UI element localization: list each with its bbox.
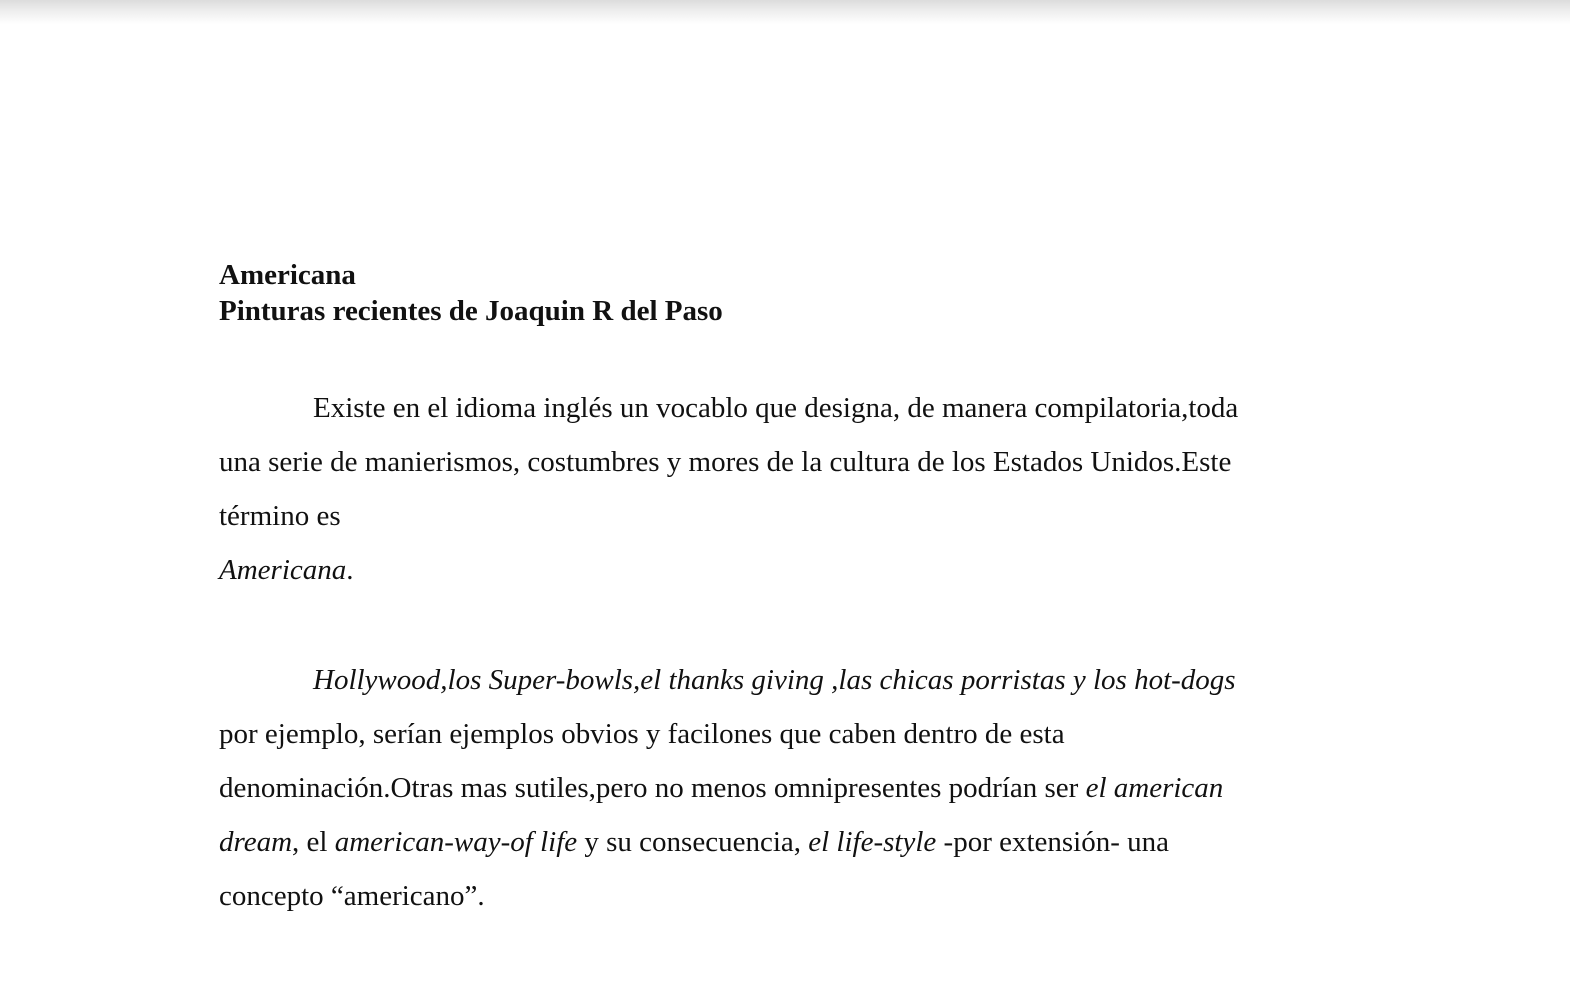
paragraph-2-line-2: por ejemplo, serían ejemplos obvios y facilones que caben dentro de esta [219, 718, 1065, 750]
paragraph-2-line-1: Hollywood,los Super-bowls,el thanks giving ,las chicas porristas y los hot-dogs [313, 664, 1236, 696]
toolbar-shadow [0, 0, 1570, 24]
paragraph-2 [219, 653, 1319, 923]
document-body [219, 257, 1319, 923]
paragraph-1-line-4: Americana. [219, 554, 354, 586]
document-subtitle: Pinturas recientes de Joaquin R del Paso [219, 295, 723, 327]
paragraph-1-line-3: término es [219, 500, 341, 532]
paragraph-2-line-4: dream, el american-way-of life y su consecuencia, el life-style -por extensión- una [219, 826, 1170, 858]
document-title: Americana [219, 259, 356, 291]
paragraph-1-line-2: una serie de manierismos, costumbres y mores de la cultura de los Estados Unidos.Este [219, 446, 1232, 478]
paragraph-1 [219, 381, 1319, 597]
term-americana: Americana [219, 554, 347, 586]
paragraph-2-line-3: denominación.Otras mas sutiles,pero no menos omnipresentes podrían ser el american [219, 772, 1224, 804]
document-page [0, 24, 1570, 982]
paragraph-2-line-5: concepto “americano”. [219, 880, 485, 912]
paragraph-1-line-1: Existe en el idioma inglés un vocablo que designa, de manera compilatoria,toda [313, 392, 1239, 424]
